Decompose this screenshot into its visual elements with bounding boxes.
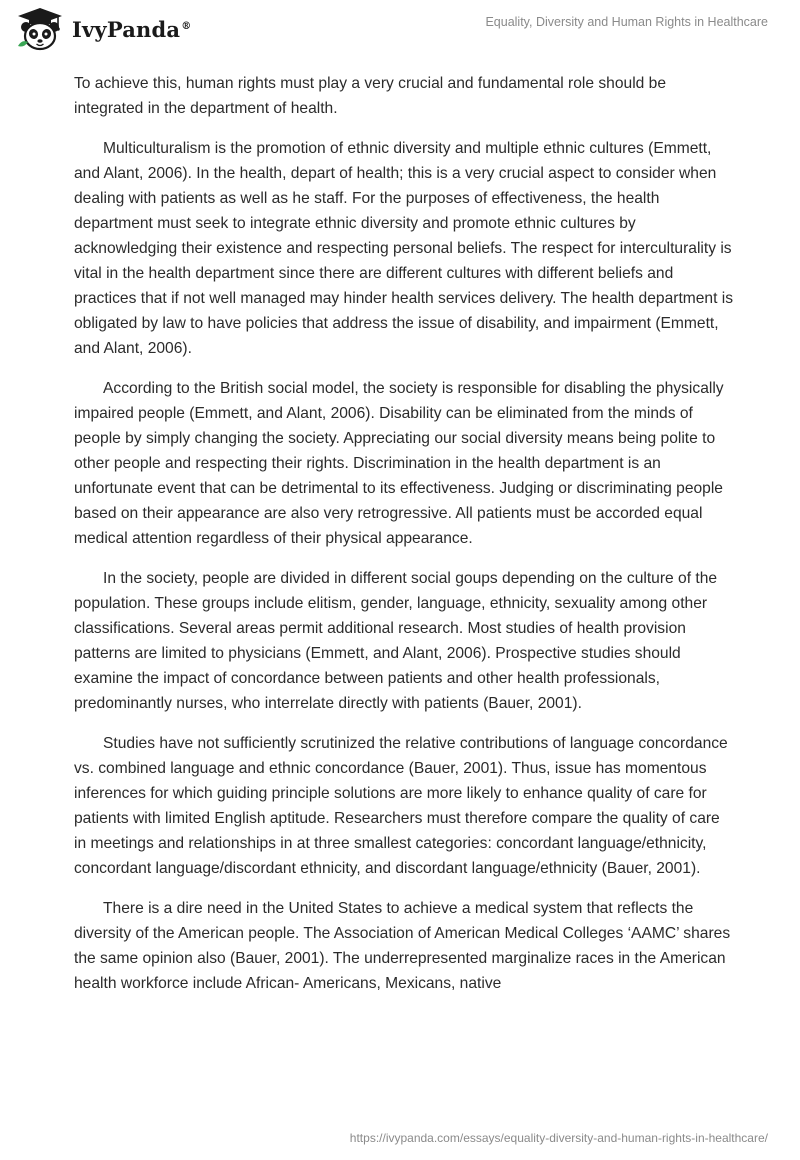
- paragraph-3: According to the British social model, the society is responsible for disabling the physically impaired people (Emmett, and Alant, 2006). Disability can be eliminated from the minds of people by simply changing the society. Appreciating our social diversity means being polite to other people and respecting their rights. Discrimination in the health department is an unfortunate event that can be detrimental to its effectiveness. Judging or discriminating people based on their appearance are also very retrogressive. All patients must be accorded equal medical attention regardless of their physical appearance.: [74, 380, 724, 547]
- essay-body: [74, 71, 734, 1011]
- paragraph-2: Multiculturalism is the promotion of ethnic diversity and multiple ethnic cultures (Emmett, and Alant, 2006). In the health, depart of health; this is a very crucial aspect to consider when dealing with patients as well as he staff. For the purposes of effectiveness, the health department must seek to integrate ethnic diversity and promote ethnic cultures by acknowledging their existence and respecting personal beliefs. The respect for interculturality is vital in the health department since there are different cultures with different beliefs and practices that if not well managed may hinder health services delivery. The health department is obligated by law to have policies that address the issue of disability, and impairment (Emmett, and Alant, 2006).: [74, 140, 734, 357]
- source-url[interactable]: https://ivypanda.com/essays/equality-diversity-and-human-rights-in-healthcare/: [349, 1131, 768, 1145]
- brand-name: [72, 17, 191, 42]
- page-header: [0, 0, 800, 60]
- paragraph-1: To achieve this, human rights must play a very crucial and fundamental role should be integrated in the department of health.: [74, 75, 667, 117]
- panda-graduate-icon: [14, 6, 66, 52]
- document-title: Equality, Diversity and Human Rights in Healthcare: [485, 15, 768, 29]
- paragraph-4: In the society, people are divided in different social goups depending on the culture of the population. These groups include elitism, gender, language, ethnicity, sexuality among other classifications. Several areas permit additional research. Most studies of health provision patterns are limited to physicians (Emmett, and Alant, 2006). Prospective studies should examine the impact of concordance between patients and other health professionals, predominantly nurses, who interrelate directly with patients (Bauer, 2001).: [74, 570, 718, 712]
- registered-mark: ®: [181, 20, 192, 32]
- paragraph-6: There is a dire need in the United States to achieve a medical system that reflects the diversity of the American people. The Association of American Medical Colleges ‘AAMC’ shares the same opinion also (Bauer, 2001). The underrepresented marginalize races in the American health workforce include African- Americans, Mexicans, native: [74, 900, 731, 992]
- paragraph-5: Studies have not sufficiently scrutinized the relative contributions of language concordance vs. combined language and ethnic concordance (Bauer, 2001). Thus, issue has momentous inferences for which guiding principle solutions are more likely to enhance quality of care for patients with limited English aptitude. Researchers must therefore compare the quality of care in meetings and relationships in at three smallest categories: concordant language/ethnicity, concordant language/discordant ethnicity, and discordant language/ethnicity (Bauer, 2001).: [74, 735, 728, 877]
- brand-logo[interactable]: [14, 6, 191, 52]
- brand-name-text: IvyPanda: [72, 16, 181, 42]
